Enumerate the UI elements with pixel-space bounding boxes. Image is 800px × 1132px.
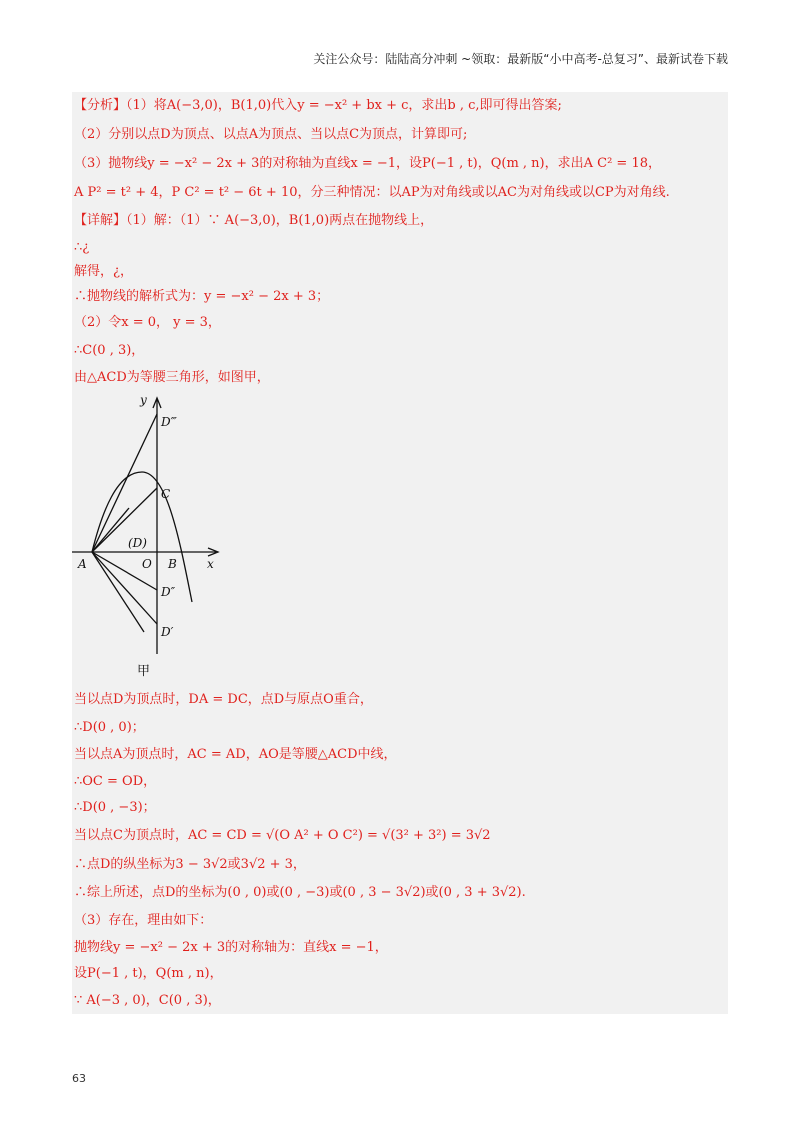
label-c: C	[161, 487, 171, 501]
detail-line-6: ∴C(0 , 3)，	[74, 343, 145, 358]
detail-line-12: ∴D(0 , −3)；	[74, 800, 156, 815]
label-y: y	[140, 393, 147, 407]
label-d1: D′	[161, 625, 174, 639]
detail-line-7: 由△ACD为等腰三角形，如图甲，	[74, 370, 270, 385]
label-d2: D″	[161, 585, 176, 599]
page-header: 关注公众号：陆陆高分冲刺 ~领取：最新版“小中高考-总复习”、最新试卷下载	[313, 52, 728, 66]
label-a: A	[78, 557, 87, 571]
detail-line-8: 当以点D为顶点时，DA = DC，点D与原点O重合，	[74, 692, 373, 707]
page-number: 63	[72, 1072, 86, 1085]
detail-line-19: ∵ A(−3 , 0)，C(0 , 3)，	[74, 993, 221, 1008]
detail-line-1: 【详解】（1）解：（1）∵ A(−3,0)，B(1,0)两点在抛物线上，	[74, 213, 434, 228]
detail-line-14: ∴点D的纵坐标为3 − 3√2或3√2 + 3，	[74, 857, 306, 872]
label-o: O	[142, 557, 152, 571]
seg-a-d3	[92, 414, 157, 552]
analysis-line-2: （2）分别以点D为顶点、以点A为顶点、当以点C为顶点，计算即可;	[74, 127, 468, 142]
label-d3: D‴	[161, 415, 177, 429]
detail-line-13: 当以点C为顶点时，AC = CD = √(O A² + O C²) = √(3² + 3²) = 3√2	[74, 828, 491, 843]
label-d-paren: (D)	[128, 536, 147, 550]
detail-line-2: ∴¿	[74, 240, 90, 255]
label-b: B	[168, 557, 177, 571]
detail-line-11: ∴OC = OD，	[74, 774, 157, 789]
detail-line-5: （2）令x = 0， y = 3，	[74, 315, 221, 330]
analysis-line-1: 【分析】（1）将A(−3,0)，B(1,0)代入y = −x² + bx + c，求出b , c,即可得出答案;	[74, 98, 562, 113]
detail-line-15: ∴综上所述，点D的坐标为(0 , 0)或(0 , −3)或(0 , 3 − 3√2)或(0 , 3 + 3√2).	[74, 885, 526, 900]
detail-line-18: 设P(−1 , t)，Q(m , n)，	[74, 966, 223, 981]
detail-line-17: 抛物线y = −x² − 2x + 3的对称轴为：直线x = −1，	[74, 940, 388, 955]
detail-line-16: （3）存在，理由如下：	[74, 913, 213, 928]
figure-jia	[72, 392, 232, 657]
detail-line-10: 当以点A为顶点时，AC = AD，AO是等腰△ACD中线，	[74, 747, 397, 762]
detail-line-9: ∴D(0 , 0)；	[74, 720, 145, 735]
detail-line-3: 解得，¿，	[74, 264, 133, 279]
detail-line-4: ∴抛物线的解析式为：y = −x² − 2x + 3；	[74, 289, 330, 304]
seg-lower	[92, 552, 144, 632]
analysis-line-4: A P² = t² + 4，P C² = t² − 6t + 10，分三种情况：以AP为对角线或以AC为对角线或以CP为对角线.	[74, 185, 670, 200]
figure-caption: 甲	[137, 664, 151, 679]
label-x: x	[207, 557, 214, 571]
analysis-line-3: （3）抛物线y = −x² − 2x + 3的对称轴为直线x = −1，设P(−1 , t)，Q(m , n)，求出A C² = 18，	[74, 156, 661, 171]
